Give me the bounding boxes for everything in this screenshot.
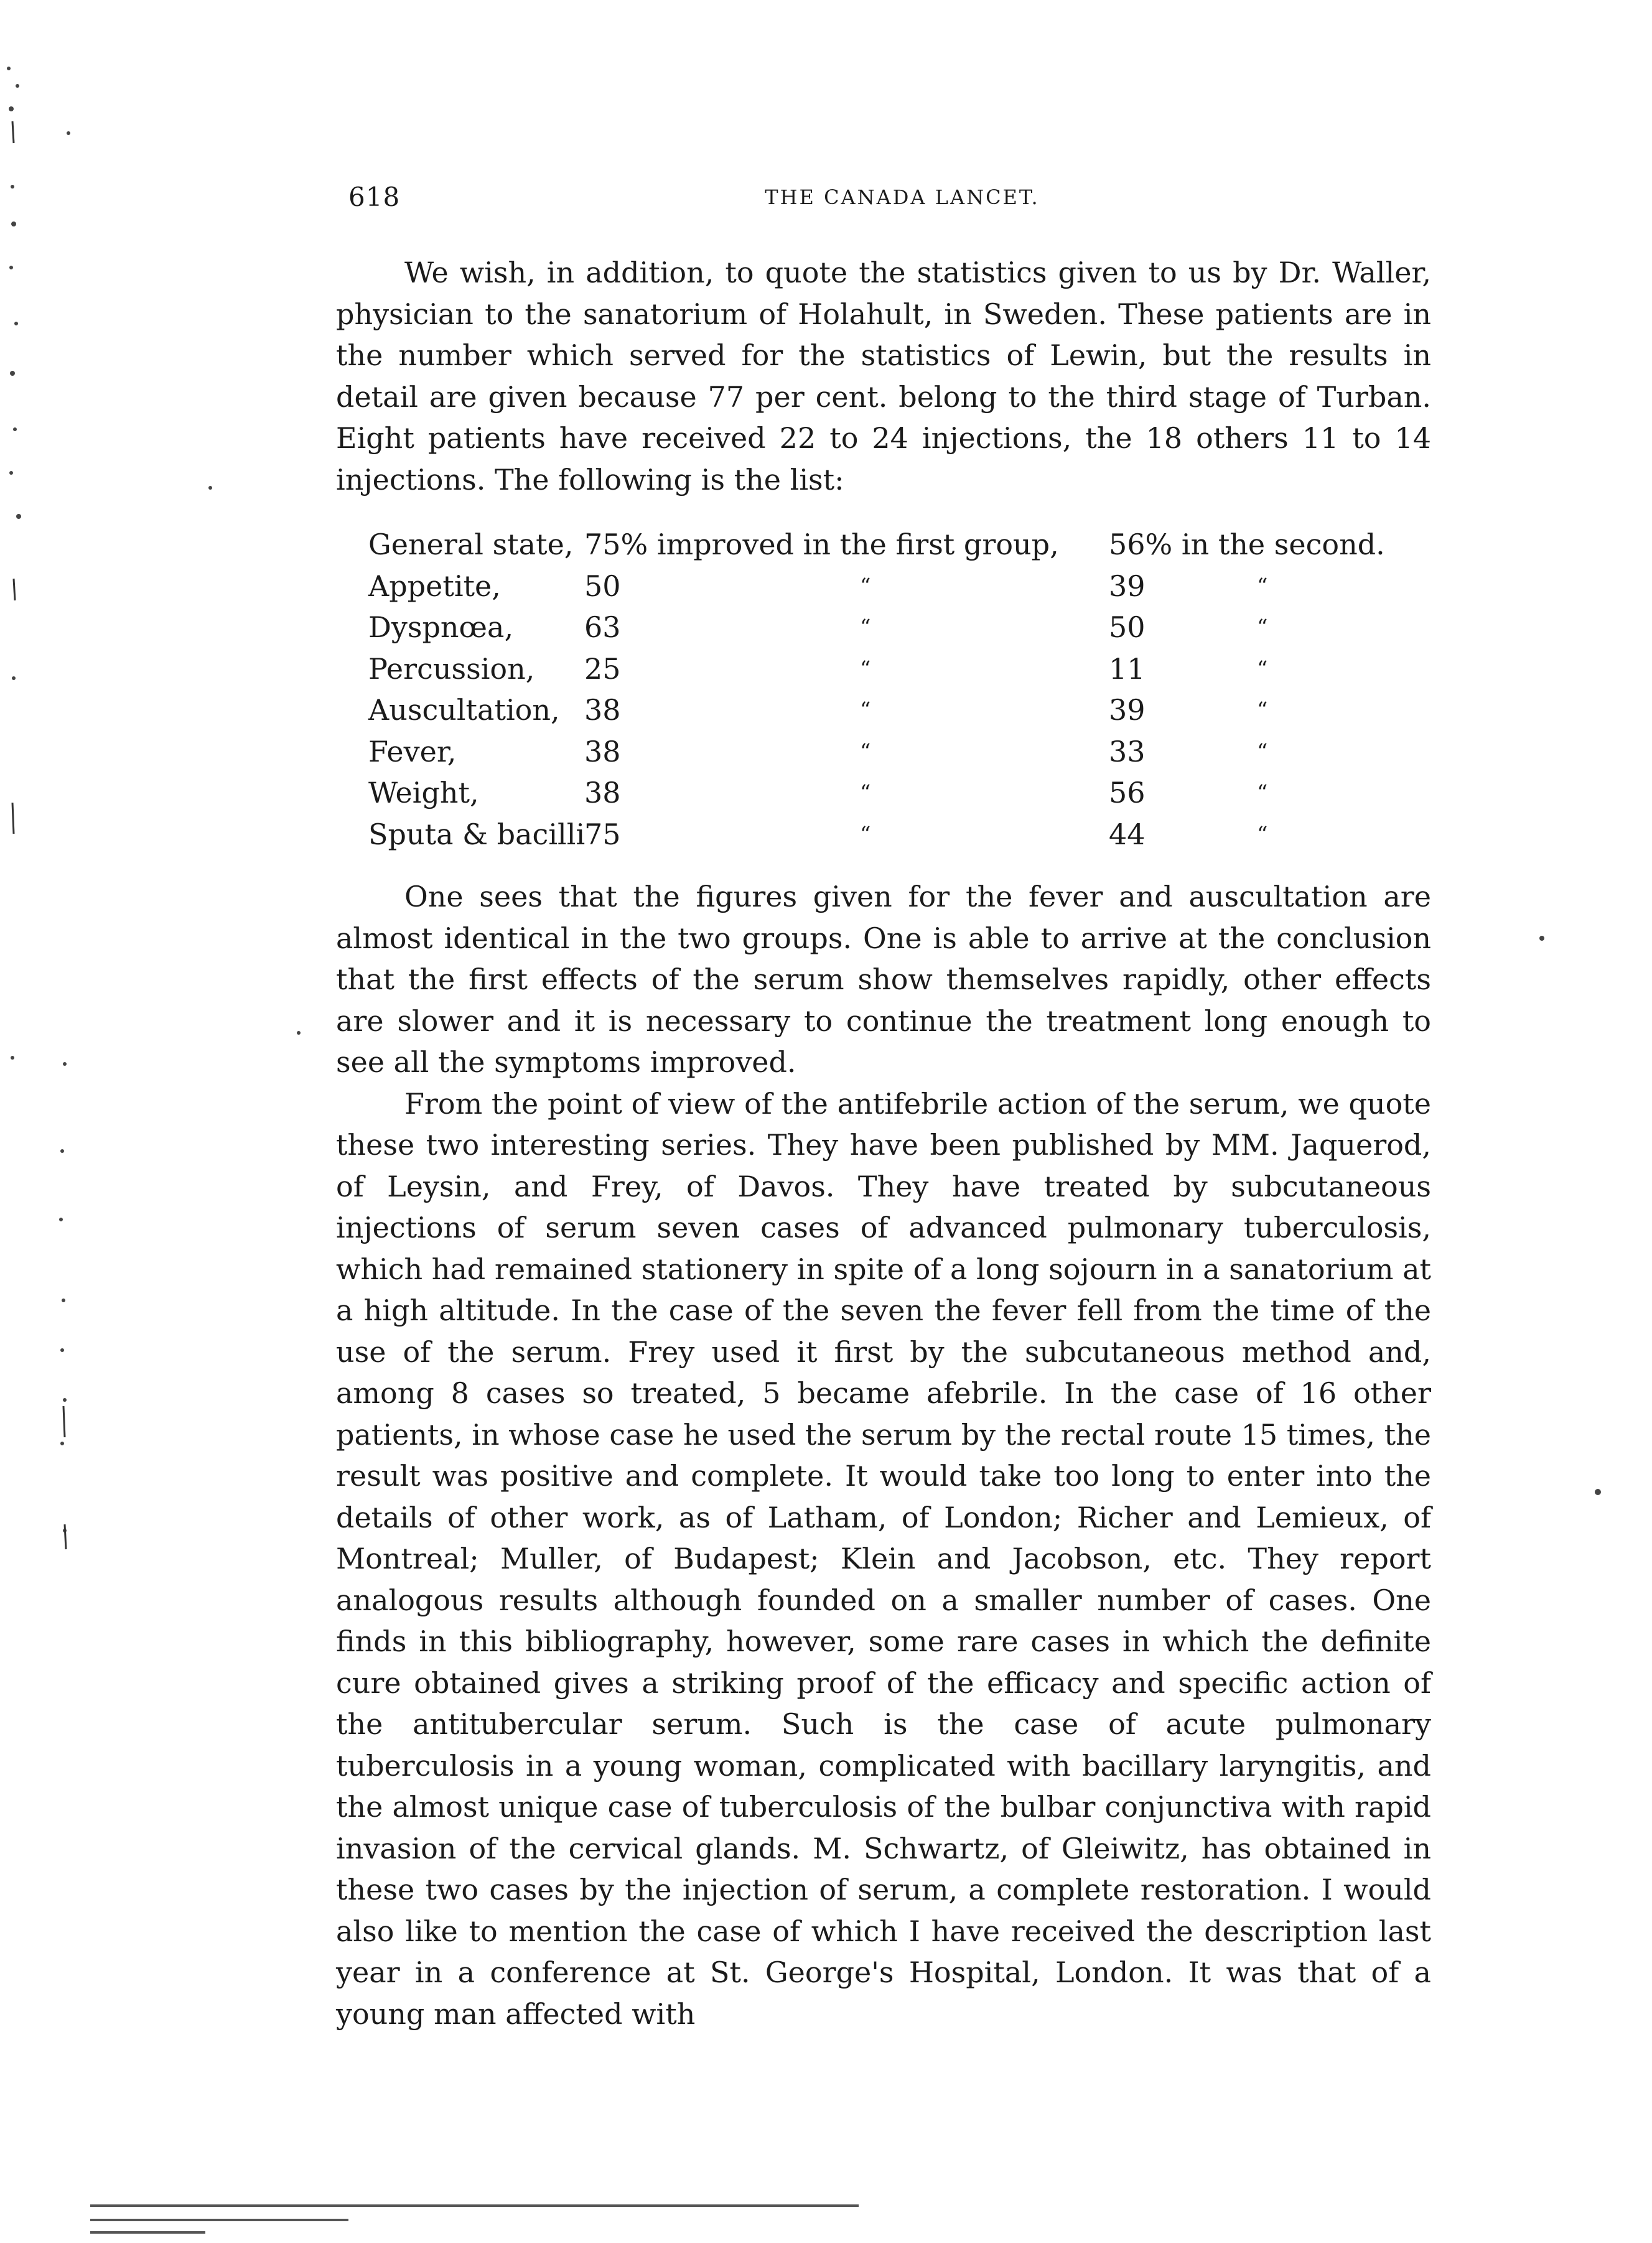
stat-label: Weight,: [368, 776, 479, 809]
ditto-mark: “: [860, 656, 871, 681]
stat-row-appetite: [368, 566, 1420, 607]
ditto-mark: “: [1257, 821, 1268, 847]
stat-label: Percussion,: [368, 651, 535, 686]
stat-label: Appetite,: [368, 569, 501, 603]
ditto-mark: “: [1257, 739, 1268, 764]
stat-first-group: 38: [584, 734, 621, 768]
stat-row-dyspnoea: [368, 607, 1420, 648]
stat-label: General state,: [368, 528, 574, 561]
stat-second-group: 39: [1109, 569, 1146, 603]
discussion-text: [336, 876, 1431, 2035]
ditto-mark: “: [1257, 615, 1268, 640]
ditto-mark: “: [1257, 697, 1268, 722]
ditto-mark: “: [860, 697, 871, 722]
ditto-mark: “: [860, 780, 871, 805]
page-number: 618: [348, 182, 401, 212]
stat-row-general-state: [368, 524, 1420, 566]
paragraph: One sees that the figures given for the fever and auscultation are almost identical in the two groups. One is able to arrive at the conclusion that the first effects of the serum show themselves rapidly, other effects are slower and it is necessary to continue the treatment long enough to see all the symptoms improved.: [336, 880, 1431, 1079]
ditto-mark: “: [1257, 573, 1268, 599]
stat-second-group: 56: [1109, 776, 1146, 809]
stat-label: Sputa & bacilli: [368, 817, 586, 851]
stat-first-group: 63: [584, 610, 621, 644]
stat-row-fever: [368, 731, 1420, 773]
stat-first-group: 25: [584, 651, 621, 686]
stat-row-percussion: [368, 648, 1420, 690]
stat-label: Fever,: [368, 734, 457, 768]
intro-text: [336, 252, 1431, 500]
page-header: [336, 182, 1431, 231]
paragraph: From the point of view of the antifebrile action of the serum, we quote these two interesting series. They have been published by MM. Jaquerod, of Leysin, and Frey, of Davos. They have treated by subcutaneous injections of serum seven cases of advanced pulmonary tuberculosis, which had remained stationery in spite of a long sojourn in a sanatorium at a high altitude. In the case of the seven the fever fell from the time of the use of the serum. Frey used it first by the subcutaneous method and, among 8 cases so treated, 5 became afebrile. In the case of 16 other patients, in whose case he used the serum by the rectal route 15 times, the result was positive and complete. It would take too long to enter into the details of other work, as of Latham, of London; Richer and Lemieux, of Montreal; Muller, of Budapest; Klein and Jacobson, etc. They report analogous results although founded on a smaller number of cases. One finds in this bibliography, however, some rare cases in which the definite cure obtained gives a striking proof of the efficacy and specific action of the antitubercular serum. Such is the case of acute pulmonary tuberculosis in a young woman, complicated with bacillary laryngitis, and the almost unique case of tuberculosis of the bulbar conjunctiva with rapid invasion of the cervical glands. M. Schwartz, of Gleiwitz, has obtained in these two cases by the injection of serum, a complete restoration. I would also like to mention the case of which I have received the description last year in a conference at St. George's Hospital, London. It was that of a young man affected with: [336, 1086, 1431, 2031]
stat-second-group: 11: [1109, 651, 1146, 686]
stat-row-auscultation: [368, 689, 1420, 731]
stat-second-group: 44: [1109, 817, 1146, 851]
stat-row-weight: [368, 772, 1420, 814]
stat-second-group: 39: [1109, 693, 1146, 727]
stat-label: Auscultation,: [368, 693, 560, 727]
stat-first-group: 50: [584, 569, 621, 603]
paragraph: We wish, in addition, to quote the statistics given to us by Dr. Waller, physician to the sanatorium of Holahult, in Sweden. These patients are in the number which served for the statistics of Lewin, but the results in detail are given because 77 per cent. belong to the third stage of Turban. Eight patients have received 22 to 24 injections, the 18 others 11 to 14 injections. The following is the list:: [336, 256, 1431, 497]
stat-first-group: 75% improved in the first group,: [584, 528, 1059, 561]
stat-second-group: 50: [1109, 610, 1146, 644]
stat-label: Dyspnœa,: [368, 610, 514, 644]
stat-second-group: 56% in the second.: [1109, 528, 1385, 561]
ditto-mark: “: [860, 739, 871, 764]
stat-second-group: 33: [1109, 734, 1146, 768]
ditto-mark: “: [1257, 780, 1268, 805]
stat-row-sputa-bacilli: [368, 814, 1420, 856]
ditto-mark: “: [1257, 656, 1268, 681]
statistics-list: [368, 524, 1420, 855]
running-head: THE CANADA LANCET.: [765, 185, 1040, 209]
stat-first-group: 38: [584, 693, 621, 727]
ditto-mark: “: [860, 821, 871, 847]
stat-first-group: 38: [584, 776, 621, 809]
ditto-mark: “: [860, 615, 871, 640]
ditto-mark: “: [860, 573, 871, 599]
stat-first-group: 75: [584, 817, 621, 851]
